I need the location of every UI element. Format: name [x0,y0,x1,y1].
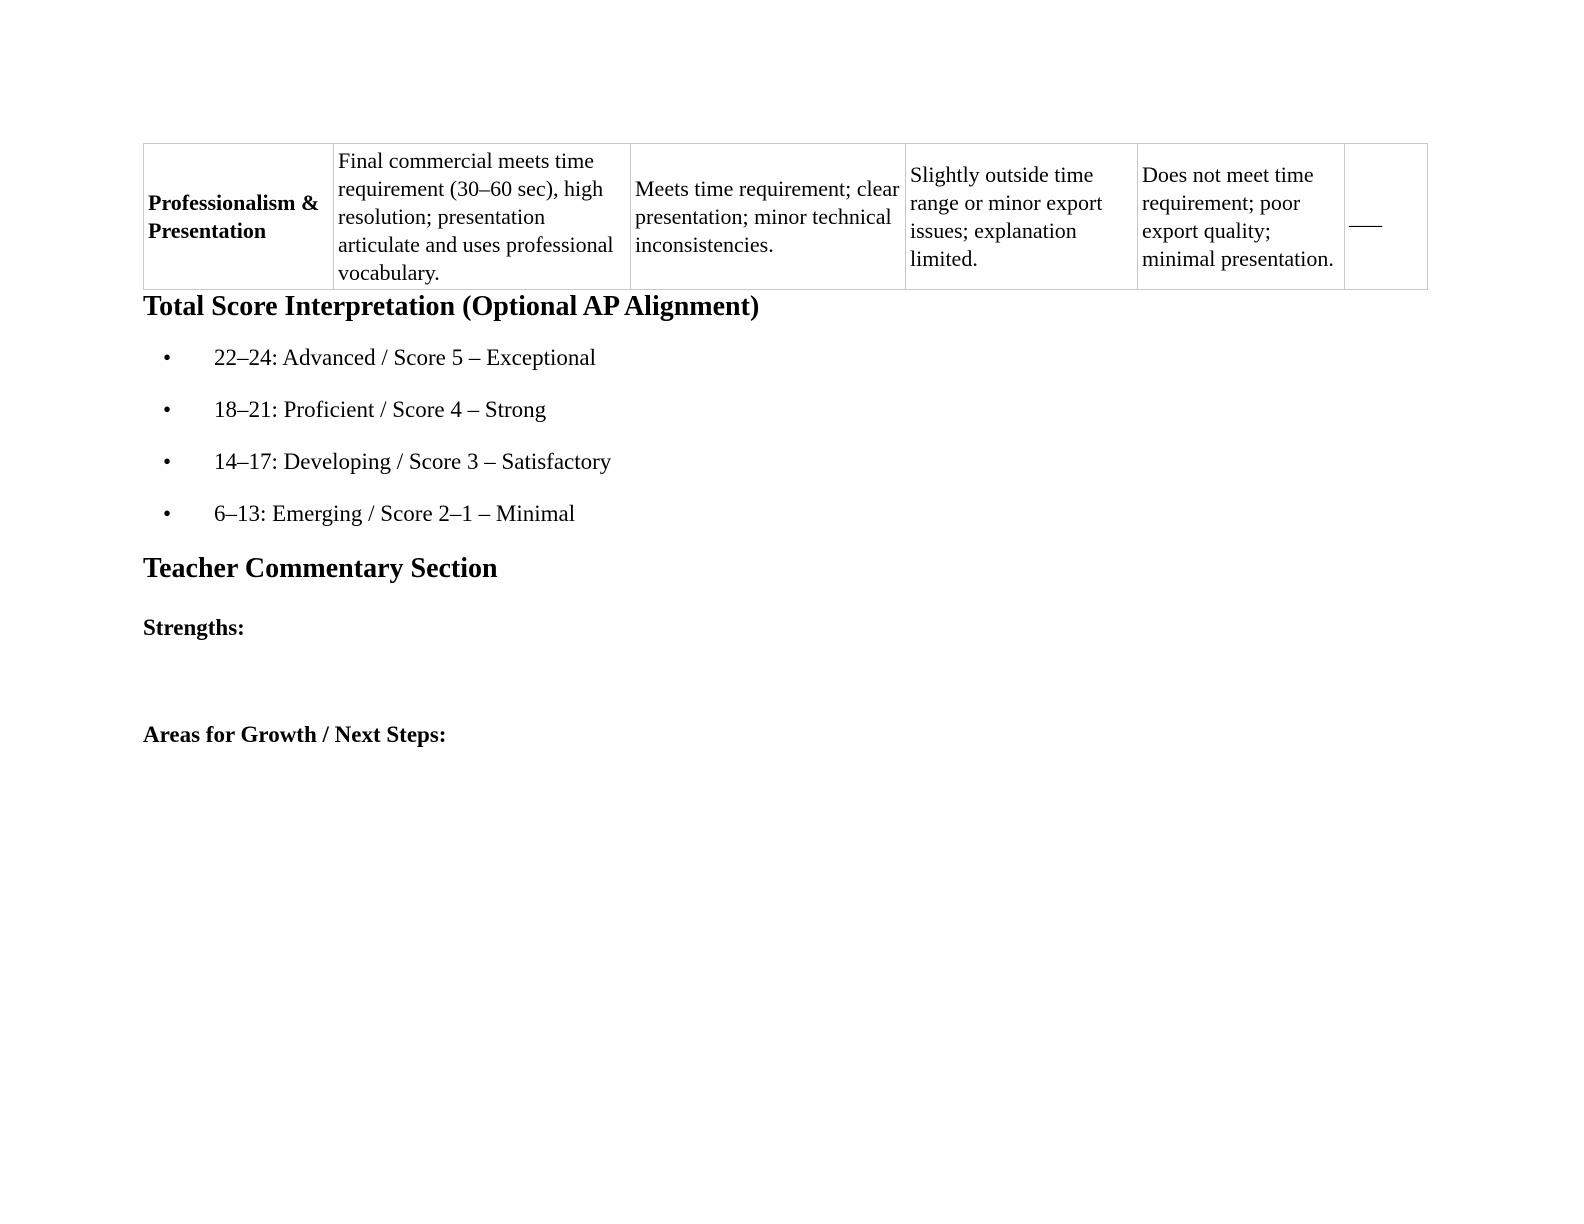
interpretation-heading: Total Score Interpretation (Optional AP Alignment) [143,291,760,322]
growth-label: Areas for Growth / Next Steps: [143,722,447,747]
bullet-icon: • [163,449,172,474]
rubric-exemplary-cell: Final commercial meets time requirement (30–60 sec), high resolution; presentation articulate and uses professional vocabulary. [334,144,631,290]
rubric-criterion-cell: Professionalism & Presentation [144,144,334,290]
bullet-icon: • [163,501,172,526]
list-item [143,500,1443,528]
list-item-text: 6–13: Emerging / Score 2–1 – Minimal [214,501,576,526]
commentary-heading: Teacher Commentary Section [143,553,498,584]
strengths-label: Strengths: [143,615,245,640]
list-item [143,344,1443,372]
interpretation-list [143,344,1443,528]
bullet-icon: • [163,345,172,370]
rubric-proficient-cell: Meets time requirement; clear presentation; minor technical inconsistencies. [631,144,906,290]
list-item-text: 18–21: Proficient / Score 4 – Strong [214,397,547,422]
rubric-beginning-cell: Does not meet time requirement; poor export quality; minimal presentation. [1138,144,1345,290]
rubric-developing-cell: Slightly outside time range or minor export issues; explanation limited. [906,144,1138,290]
list-item-text: 14–17: Developing / Score 3 – Satisfactory [214,449,612,474]
rubric-row [144,144,1428,290]
list-item [143,448,1443,476]
list-item [143,396,1443,424]
rubric-table [143,143,1428,290]
list-item-text: 22–24: Advanced / Score 5 – Exceptional [214,345,596,370]
document-page [143,143,1443,749]
bullet-icon: • [163,397,172,422]
rubric-score-cell: ___ [1345,144,1428,290]
